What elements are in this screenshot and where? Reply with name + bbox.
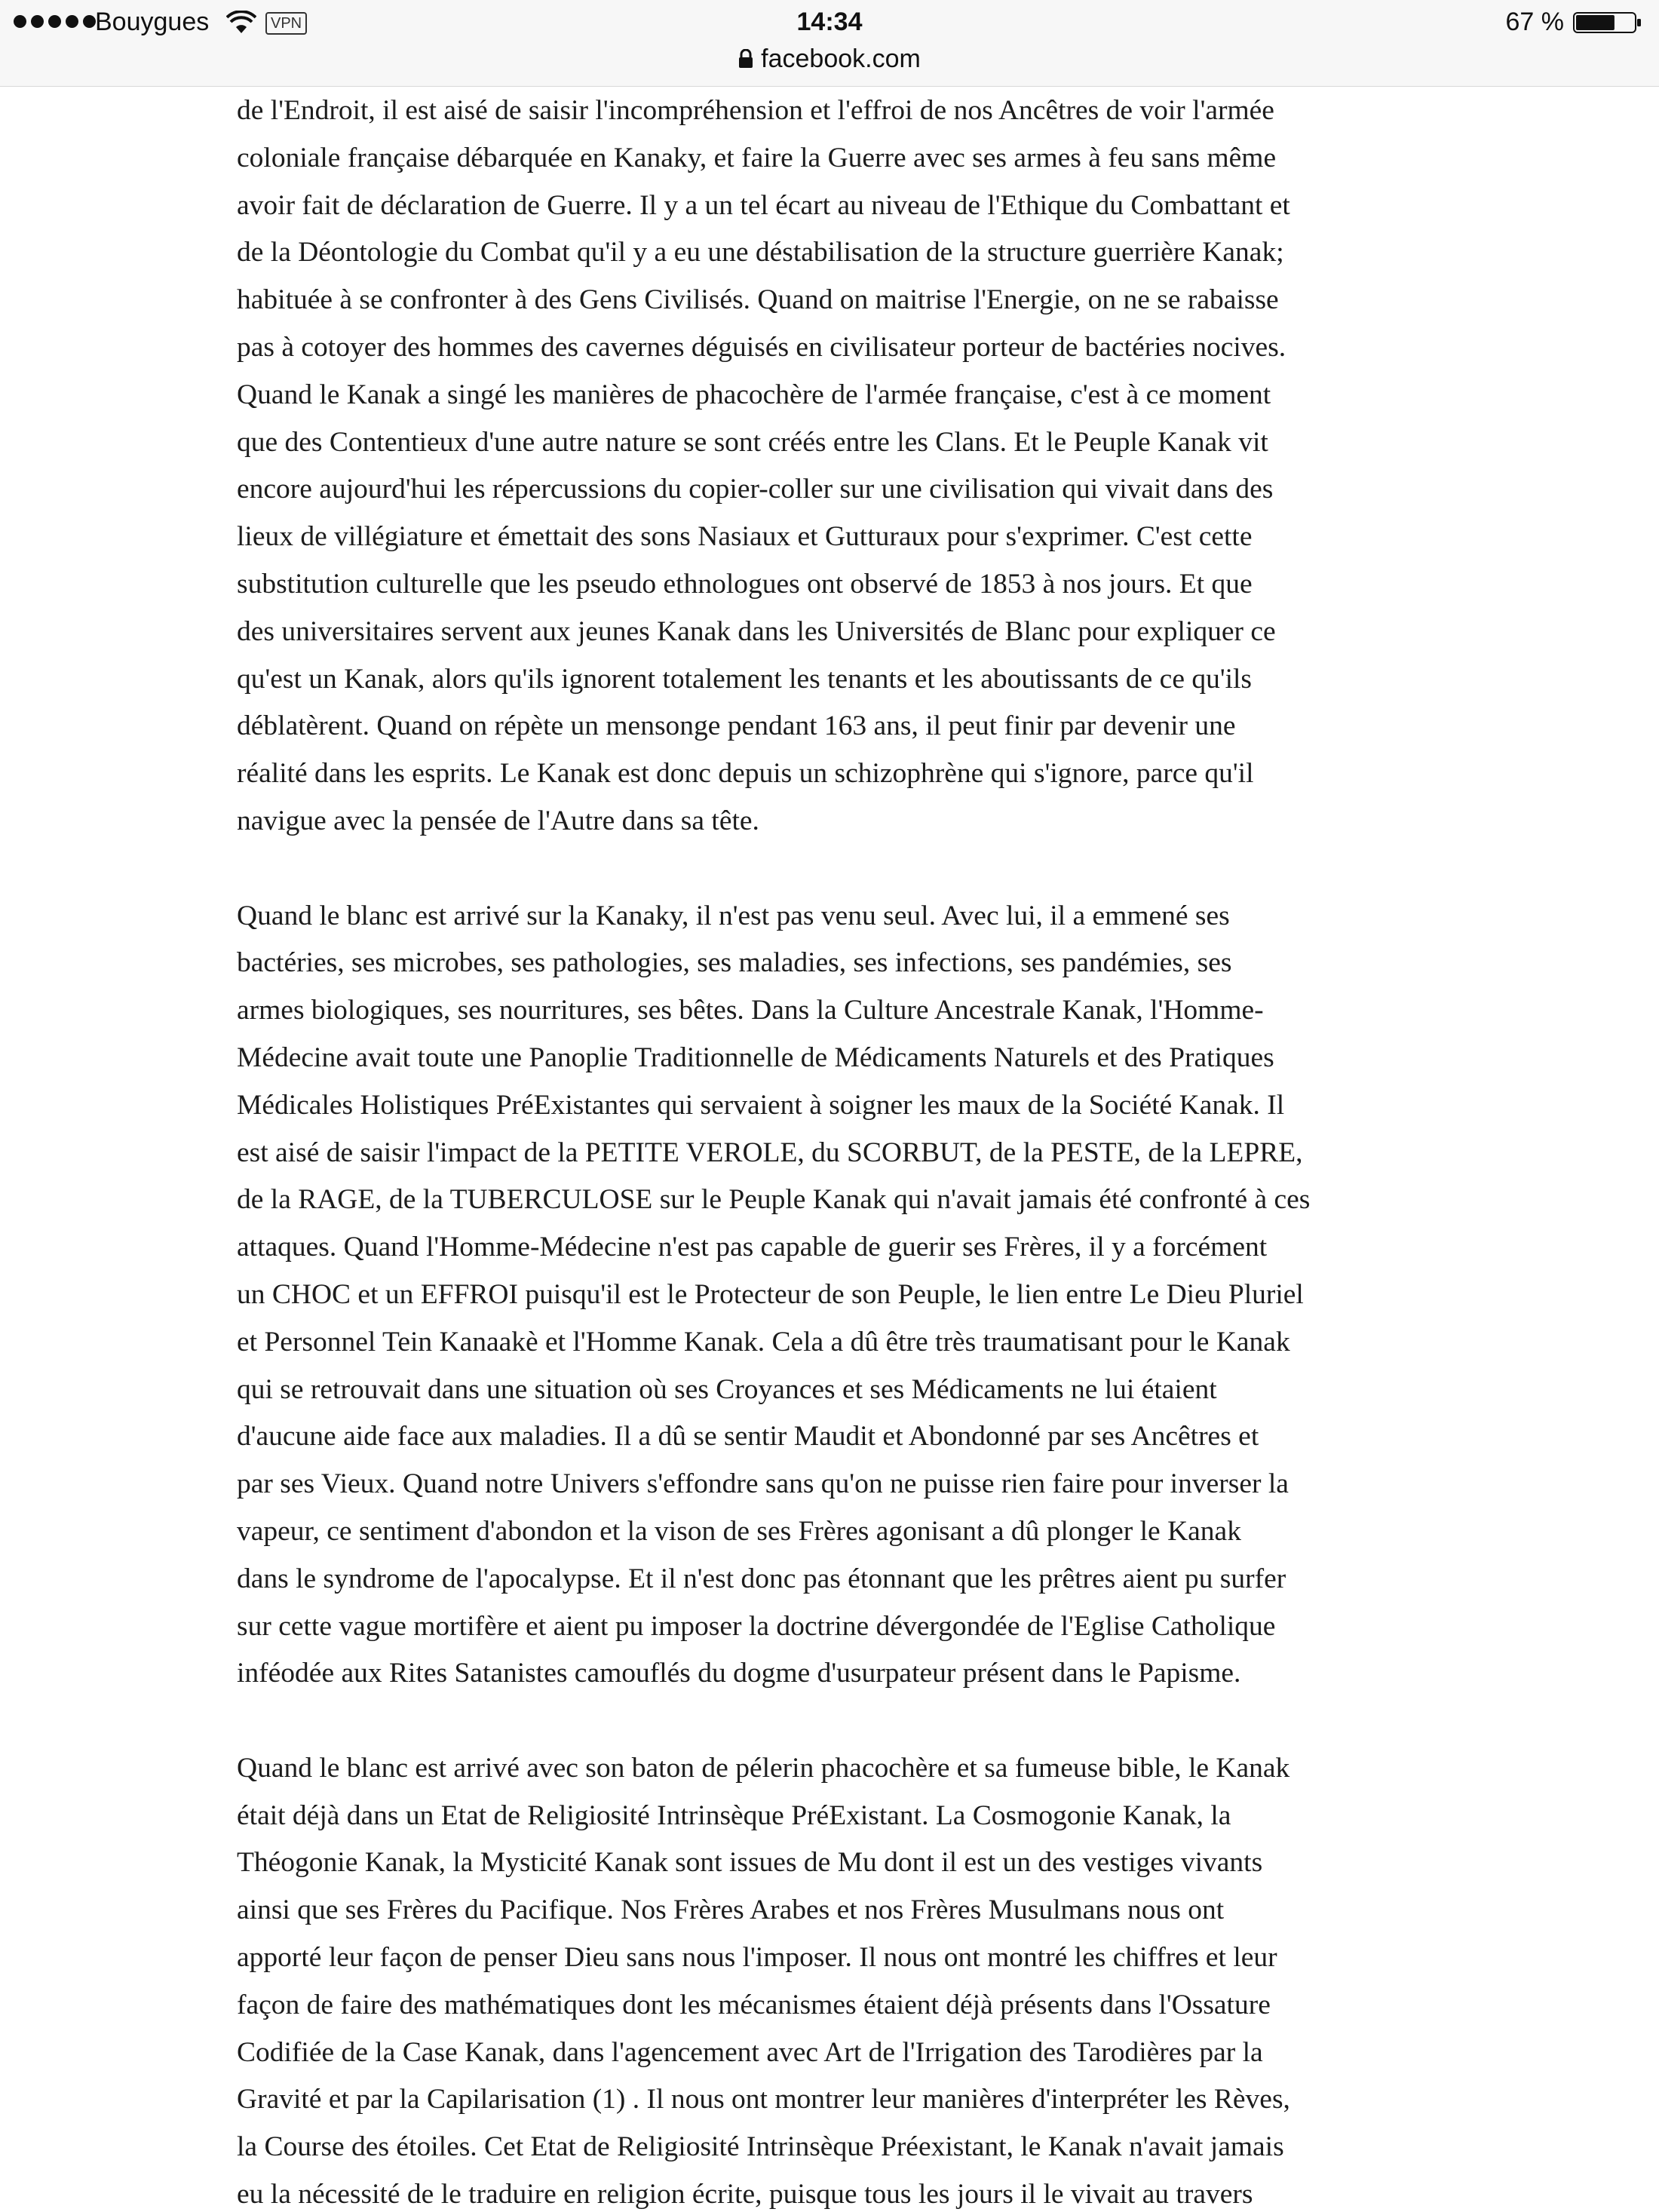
text-line: réalité dans les esprits. Le Kanak est donc depuis un schizophrène qui s'ignore, parce qu'il [237,758,1254,790]
text-line: qui se retrouvait dans une situation où ses Croyances et ses Médicaments ne lui étaient [237,1373,1217,1405]
text-line: un CHOC et un EFFROI puisqu'il est le Protecteur de son Peuple, le lien entre Le Dieu Pluriel [237,1278,1304,1310]
text-line: que des Contentieux d'une autre nature se sont créés entre les Clans. Et le Peuple Kanak vit [237,426,1268,458]
text-line: ainsi que ses Frères du Pacifique. Nos Frères Arabes et nos Frères Musulmans nous ont [237,1894,1225,1926]
text-line: navigue avec la pensée de l'Autre dans sa tête. [237,805,759,836]
paragraph-2 [237,893,1428,1698]
text-line: d'aucune aide face aux maladies. Il a dû se sentir Maudit et Abondonné par ses Ancêtres et [237,1421,1259,1453]
status-bar [0,0,1659,87]
text-line: pas à cotoyer des hommes des cavernes déguisés en civilisateur porteur de bactéries nocives. [237,331,1286,363]
url-text[interactable]: facebook.com [761,44,921,73]
text-line: bactéries, ses microbes, ses pathologies, ses maladies, ses infections, ses pandémies, ses [237,947,1232,979]
battery-icon [1573,12,1642,33]
carrier-name: Bouygues [95,8,210,36]
text-line: substitution culturelle que les pseudo ethnologues ont observé de 1853 à nos jours. Et que [237,568,1253,600]
address-bar[interactable] [0,41,1659,77]
text-line: eu la nécessité de le traduire en religion écrite, puisque tous les jours il le vivait au travers [237,2179,1253,2210]
text-line: Médicales Holistiques PréExistantes qui servaient à soigner les maux de la Société Kanak. Il [237,1089,1285,1121]
text-line: façon de faire des mathématiques dont les mécanismes étaient déjà présents dans l'Ossature [237,1989,1271,2020]
text-line: habituée à se confronter à des Gens Civilisés. Quand on maitrise l'Energie, on ne se rabaisse [237,284,1279,316]
text-line: Quand le blanc est arrivé avec son baton de pélerin phacochère et sa fumeuse bible, le Kanak [237,1752,1290,1784]
text-line: dans le syndrome de l'apocalypse. Et il n'est donc pas étonnant que les prêtres aient pu surfer [237,1563,1286,1594]
text-line: lieux de villégiature et émettait des sons Nasiaux et Gutturaux pour s'exprimer. C'est cette [237,521,1253,553]
battery-percentage: 67 % [1505,8,1564,36]
text-line: Quand le blanc est arrivé sur la Kanaky, il n'est pas venu seul. Avec lui, il a emmené ses [237,900,1230,931]
status-time: 14:34 [796,8,863,36]
text-line: Médecine avait toute une Panoplie Traditionnelle de Médicaments Naturels et des Pratiques [237,1042,1274,1073]
text-line: vapeur, ce sentiment d'abondon et la vison de ses Frères agonisant a dû plonger le Kanak [237,1515,1241,1547]
status-row [0,5,1659,41]
text-line: était déjà dans un Etat de Religiosité Intrinsèque PréExistant. La Cosmogonie Kanak, la [237,1799,1231,1831]
text-line: avoir fait de déclaration de Guerre. Il y a un tel écart au niveau de l'Ethique du Combattant et [237,189,1290,221]
text-line: de l'Endroit, il est aisé de saisir l'incompréhension et l'effroi de nos Ancêtres de voir l'armée [237,95,1274,126]
text-line: encore aujourd'hui les répercussions du copier-coller sur une civilisation qui vivait dans des [237,474,1274,505]
text-line: armes biologiques, ses nourritures, ses bêtes. Dans la Culture Ancestrale Kanak, l'Homme- [237,995,1264,1026]
text-line: de la RAGE, de la TUBERCULOSE sur le Peuple Kanak qui n'avait jamais été confronté à ces [237,1184,1311,1216]
lock-icon [738,49,753,69]
paragraph-1 [237,87,1428,845]
vpn-badge: VPN [265,12,307,35]
text-line: est aisé de saisir l'impact de la PETITE VEROLE, du SCORBUT, de la PESTE, de la LEPRE, [237,1137,1303,1168]
text-line: coloniale française débarquée en Kanaky, et faire la Guerre avec ses armes à feu sans même [237,142,1277,173]
text-line: déblatèrent. Quand on répète un mensonge pendant 163 ans, il peut finir par devenir une [237,710,1236,742]
text-line: et Personnel Tein Kanaakè et l'Homme Kanak. Cela a dû être très traumatisant pour le Kanak [237,1326,1290,1358]
text-line: Gravité et par la Capilarisation (1) . Il nous ont montrer leur manières d'interpréter les Rèves, [237,2084,1290,2115]
text-line: sur cette vague mortifère et aient pu imposer la doctrine dévergondée de l'Eglise Catholique [237,1610,1276,1642]
text-line: Codifiée de la Case Kanak, dans l'agencement avec Art de l'Irrigation des Tarodières par la [237,2036,1263,2068]
text-line: par ses Vieux. Quand notre Univers s'effondre sans qu'on ne puisse rien faire pour inverser la [237,1468,1289,1500]
paragraph-3 [237,1745,1428,2212]
text-line: attaques. Quand l'Homme-Médecine n'est pas capable de guerir ses Frères, il y a forcément [237,1232,1268,1263]
text-line: inféodée aux Rites Satanistes camouflés du dogme d'usurpateur présent dans le Papisme. [237,1658,1241,1689]
text-line: Quand le Kanak a singé les manières de phacochère de l'armée française, c'est à ce moment [237,379,1271,410]
text-line: la Course des étoiles. Cet Etat de Religiosité Intrinsèque Préexistant, le Kanak n'avait jamais [237,2131,1284,2163]
text-line: Théogonie Kanak, la Mysticité Kanak sont issues de Mu dont il est un des vestiges vivants [237,1847,1263,1879]
article-body [237,87,1428,2212]
text-line: des universitaires servent aux jeunes Kanak dans les Universités de Blanc pour expliquer ce [237,615,1276,647]
text-line: qu'est un Kanak, alors qu'ils ignorent totalement les tenants et les aboutissants de ce qu'ils [237,663,1253,695]
text-line: de la Déontologie du Combat qu'il y a eu une déstabilisation de la structure guerrière Kanak; [237,237,1284,268]
text-line: apporté leur façon de penser Dieu sans nous l'imposer. Il nous ont montré les chiffres et leur [237,1942,1277,1974]
